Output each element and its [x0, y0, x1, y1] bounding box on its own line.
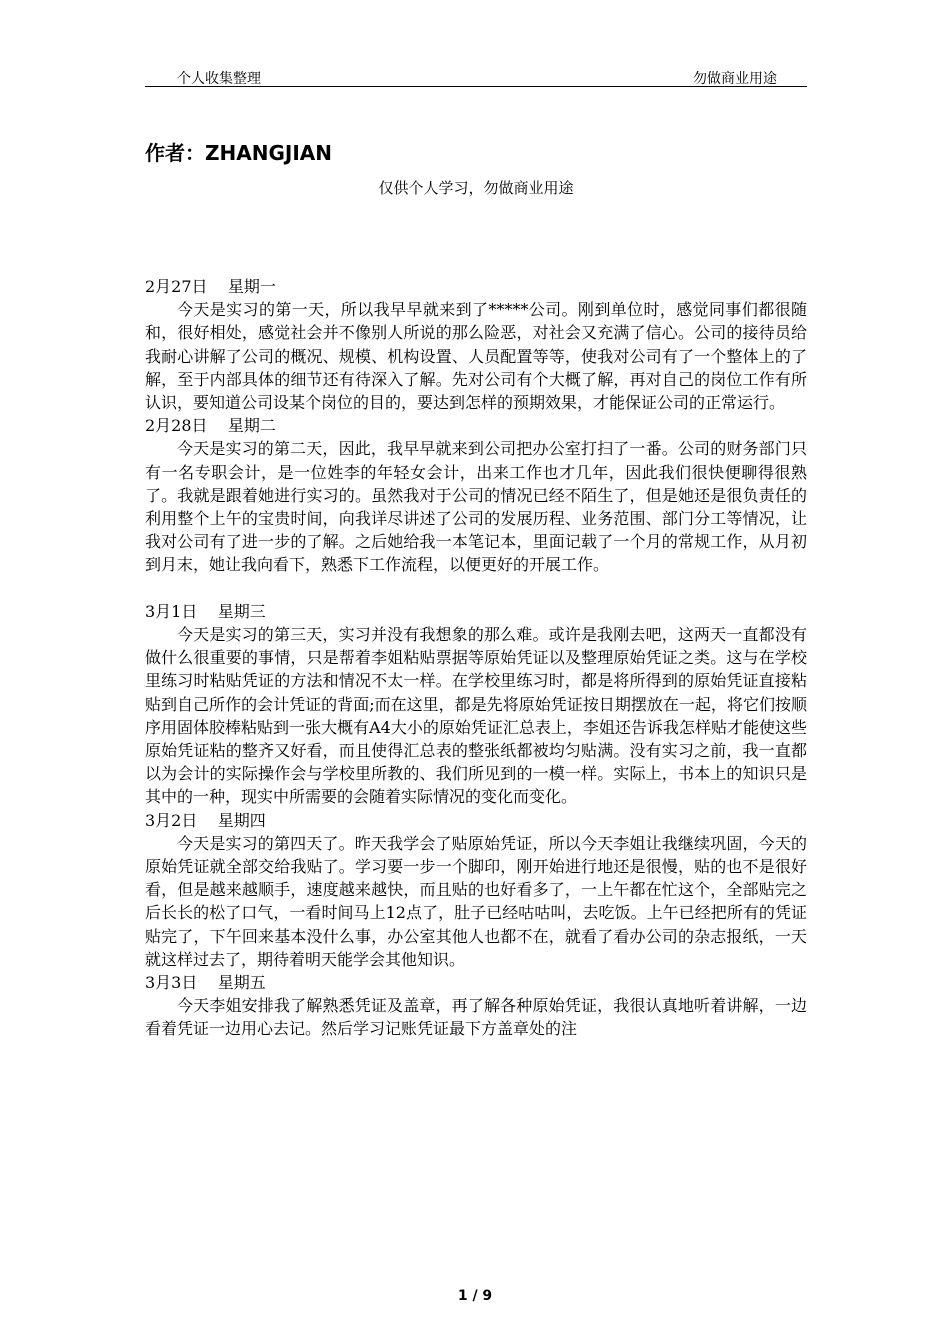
entry-text: 今天是实习的第二天，因此，我早早就来到公司把办公室打扫了一番。公司的财务部门只有一名专职会计，是一位姓李的年轻女会计，出来工作也才几年，因此我们很快便聊得很熟了。我就是跟着她进行实习的。虽然我对于公司的情况已经不陌生了，但是她还是很负责任的利用整个上午的宝贵时间，向我详尽讲述了公司的发展历程、业务范围、部门分工等情况，让我对公司有了进一步的了解。之后她给我一本笔记本，里面记载了一个月的常规工作，从月初到月末，她让我向看下，熟悉下工作流程，以便更好的开展工作。	[145, 439, 807, 575]
subtitle: 仅供个人学习，勿做商业用途	[378, 179, 574, 197]
entry-date: 2月27日 星期一	[145, 277, 276, 296]
document-body	[145, 275, 807, 1041]
entry-text: 今天是实习的第四天了。昨天我学会了贴原始凭证，所以今天李姐让我继续巩固，今天的原始凭证就全部交给我贴了。学习要一步一个脚印，刚开始进行地还是很慢，贴的也不是很好看，但是越来越顺手，速度越来越快，而且贴的也好看多了，一上午都在忙这个，全部贴完之后长长的松了口气，一看时间马上12点了，肚子已经咕咕叫，去吃饭。上午已经把所有的凭证贴完了，下午回来基本没什么事，办公室其他人也都不在，就看了看办公司的杂志报纸，一天就这样过去了，期待着明天能学会其他知识。	[145, 833, 807, 969]
entry-text: 今天李姐安排我了解熟悉凭证及盖章，再了解各种原始凭证，我很认真地听着讲解，一边看着凭证一边用心去记。然后学习记账凭证最下方盖章处的注	[145, 996, 807, 1039]
header-right-text: 勿做商业用途	[693, 71, 777, 87]
entry-text: 今天是实习的第一天，所以我早早就来到了*****公司。刚到单位时，感觉同事们都很随和，很好相处，感觉社会并不像别人所说的那么险恶，对社会又充满了信心。公司的接待员给我耐心讲解了公司的概况、规模、机构设置、人员配置等等，使我对公司有了一个整体上的了解，至于内部具体的细节还有待深入了解。先对公司有个大概了解，再对自己的岗位工作有所认识，要知道公司设某个岗位的目的，要达到怎样的预期效果，才能保证公司的正常运行。	[145, 300, 807, 413]
paragraph-gap	[145, 577, 807, 600]
entry-date: 3月2日 星期四	[145, 810, 266, 830]
author-line: 作者：ZHANGJIAN	[145, 141, 332, 165]
page-number: 1 / 9	[457, 1288, 493, 1304]
entry-date: 3月1日 星期三	[145, 601, 266, 621]
entry-text: 今天是实习的第三天，实习并没有我想象的那么难。或许是我刚去吧，这两天一直都没有做什么很重要的事情，只是帮着李姐粘贴票据等原始凭证以及整理原始凭证之类。这与在学校里练习时粘贴凭证的方法和情况不太一样。在学校里练习时，都是将所得到的原始凭证直接粘贴到自己所作的会计凭证的背面;而在这里，都是先将原始凭证按日期摆放在一起，将它们按顺序用固体胶棒粘贴到一张大概有A4大小的原始凭证汇总表上，李姐还告诉我怎样贴才能使这些原始凭证粘的整齐又好看，而且使得汇总表的整张纸都被均匀贴满。没有实习之前，我一直都以为会计的实际操作会与学校里所教的、我们所见到的一模一样。实际上，书本上的知识只是其中的一种，现实中所需要的会随着实际情况的变化而变化。	[145, 625, 807, 807]
entry-date: 3月3日 星期五	[145, 973, 266, 993]
entry-date: 2月28日 星期二	[145, 416, 276, 436]
header-left-text: 个人收集整理	[177, 71, 261, 87]
page-header	[145, 66, 807, 87]
